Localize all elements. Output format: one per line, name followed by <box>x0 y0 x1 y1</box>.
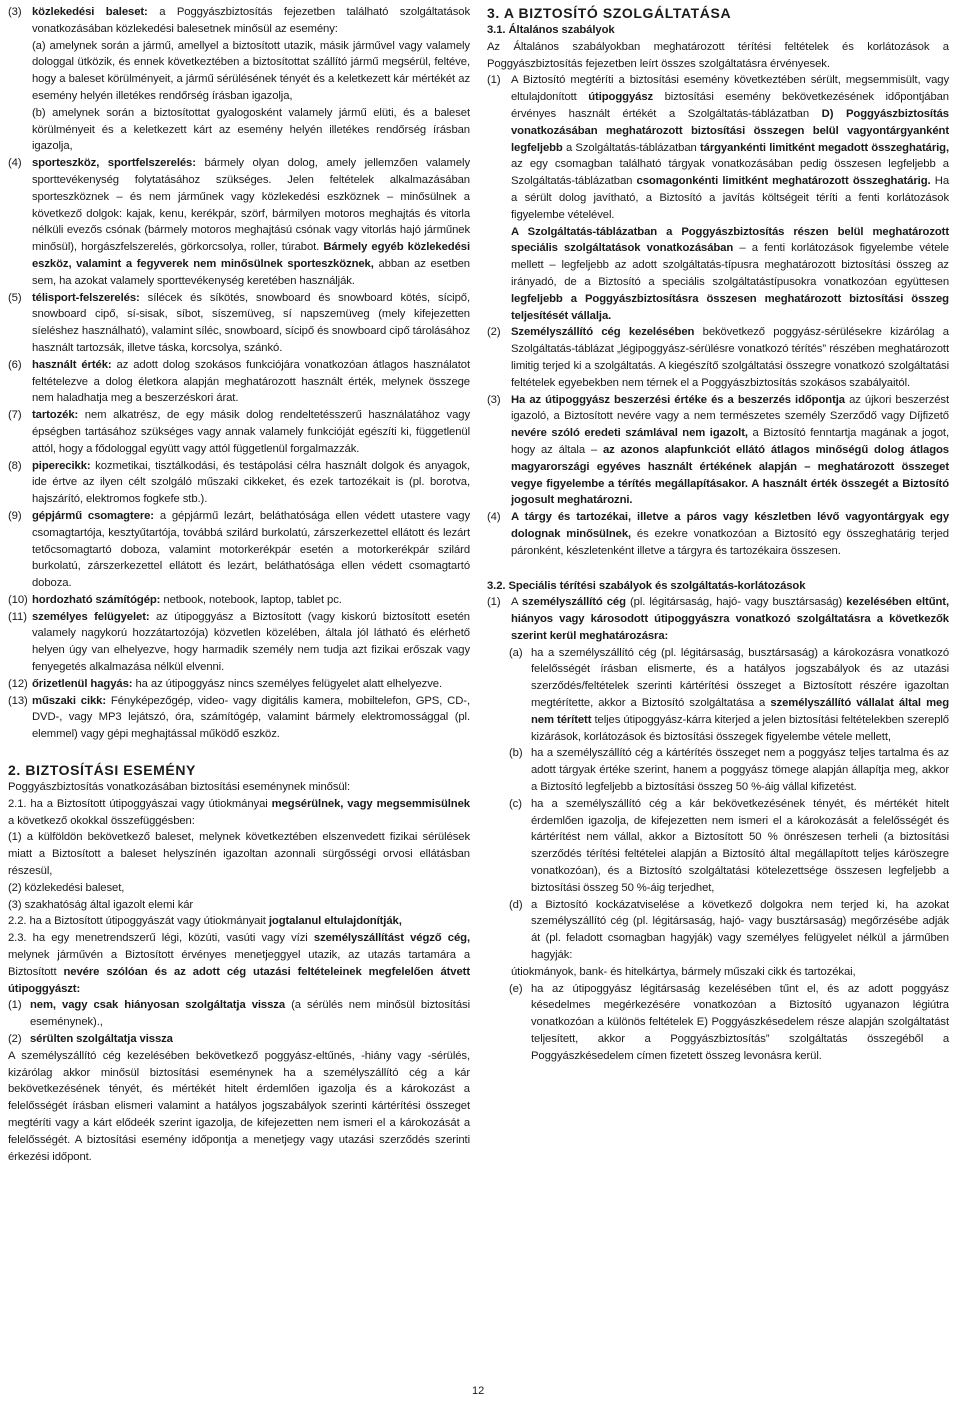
definition-3 <box>8 4 470 38</box>
clause-emphasis: nem, vagy csak hiányosan szolgáltatja vissza <box>30 999 286 1012</box>
rule-emphasis: kezelésében eltűnt, hiányos vagy károsodott útipoggyászra vonatkozó szolgáltatásra a következők szerint kerül meghatározásra: <box>511 596 949 642</box>
definition-9 <box>8 508 470 592</box>
rule-3-2-1-d <box>509 897 949 964</box>
term: télisport-felszerelés: <box>32 291 140 304</box>
definition-emphasis: Bármely egyéb közlekedési eszköz, valamint a fegyverek nem minősülnek sporteszköznek, <box>32 241 470 270</box>
page-number: 12 <box>472 1385 485 1397</box>
rule-text: a Szolgáltatás-táblázatban <box>562 141 700 154</box>
clause-2-3-2 <box>8 1031 470 1048</box>
clause-2-1 <box>8 796 470 830</box>
item-number: (2) <box>487 326 501 339</box>
clause-emphasis: jogtalanul eltulajdonítják, <box>268 915 402 928</box>
clause-text: a következő okokkal összefüggésben: <box>8 814 195 827</box>
left-column <box>8 4 470 1165</box>
rule-text: A Biztosító megtéríti a biztosítási esemény következtében sérült, megsemmisült, vagy eltulajdonított <box>511 74 949 104</box>
rule-text: az újkori beszerzést igazoló, a Biztosított nevére vagy a nem természetes személy Szerződő vagy Díjfizető <box>511 393 950 423</box>
item-number: (1) <box>8 999 22 1012</box>
rule-text: teljes útipoggyász-kárra kiterjed a jelen biztosítási feltételekben szereplő kizárások, korlátozások és biztosítási összegek figyelembe vétele mellett, <box>531 713 949 743</box>
clause-text: 2.1. ha a Biztosított útipoggyászai vagy útiokmányai <box>8 797 272 810</box>
clause-text: 2.3. ha egy menetrendszerű légi, közúti, vasúti vagy vízi <box>8 932 314 945</box>
rule-emphasis: Ha az útipoggyász beszerzési értéke és a beszerzés időpontja <box>511 393 845 406</box>
section-2-intro: Poggyászbiztosítás vonatkozásában biztosítási eseménynek minősül: <box>8 781 351 794</box>
item-number: (7) <box>8 409 22 422</box>
rule-3-2-1-a <box>509 645 949 746</box>
rule-text: (pl. légitársaság, hajó- vagy busztársaság) <box>625 596 847 609</box>
definition-text: az útipoggyász a Biztosított (vagy kiskorú biztosított esetén valamely nagykorú hozzátartozója) közvetlen közelében, általa jól látható és elérhető helyen úgy van elhelyezve, hogy harmadik személy nem tudja azt fizikai erőszak vagy fenyegetés alkalmazása nélkül elvenni. <box>32 610 470 674</box>
rule-3-2-1-c <box>509 796 949 897</box>
rule-3-2-1-b <box>509 745 949 795</box>
definition-13 <box>8 693 470 743</box>
definition-text: abban az esetben sem, ha azokat valamely sporttevékenység keretében használják. <box>32 257 470 287</box>
item-letter: (a) <box>509 646 523 659</box>
rule-text: Ha a sérült dolog javítható, a Biztosító a javítás költségeit téríti a fenti korlátozások figyelembe vételével. <box>511 175 950 221</box>
rule-text: ha a személyszállító cég a kártérítés összeget nem a poggyász teljes tartalma és az adott tárgyak értéke szerint, hanem a poggyász tömege alapján állapítja meg, akkor a Biztosító legfeljebb a biztosítási összeg 50 %-áig vállal kifizetést. <box>531 747 949 794</box>
rule-3-1-3 <box>487 392 949 510</box>
item-number: (4) <box>487 511 501 524</box>
rule-emphasis: csomagonkénti limitként meghatározott összeghatárig. <box>636 175 931 188</box>
section-3-2-heading: 3.2. Speciális térítési szabályok és szolgáltatás-korlátozások <box>487 579 806 592</box>
rule-emphasis: útipoggyász <box>588 91 654 104</box>
item-number: (2) <box>8 1033 22 1046</box>
rule-emphasis: az azonos alapfunkciót ellátó átlagos minőségű dolog átlagos magyarországi egyéves használt értékének alapján – meghatározott összeget vegye figyelembe a térítés megállapításakor. A használt érték összegét a Biztosító jogosult meghatározni. <box>511 443 949 507</box>
term: személyes felügyelet: <box>32 610 150 623</box>
item-number: (1) <box>487 74 501 87</box>
clause-text: 2.2. ha a Biztosított útipoggyászát vagy útiokmányait <box>8 915 269 928</box>
clause-text: melynek járművén a Biztosított érvényes menetjeggyel utazik, az utazás tartamára a Biztosított <box>8 949 470 978</box>
rule-text: ha az útipoggyász légitársaság kezelésében tűnt el, és az adott poggyász késedelmes megérkezésére vonatkozóan a Biztosító ugyanazon légiútra vonatkozóan a különös feltételek E) Poggyászkésedelem része alapján szolgáltatást teljesített, akkor a Poggyászbiztosítás” szolgáltatás összegéből a Poggyászkésedelem címen fizetett összeg levonásra kerül. <box>531 982 949 1062</box>
rule-3-2-1-d-list: útiokmányok, bank- és hitelkártya, bármely műszaki cikk és tartozékai, <box>511 965 856 978</box>
term: gépjármű csomagtere: <box>32 509 154 522</box>
item-number: (1) <box>487 596 501 609</box>
rule-3-1-1 <box>487 72 949 223</box>
term: műszaki cikk: <box>32 694 107 707</box>
clause-text: (a sérülés nem minősül biztosítási eseménynek)., <box>30 999 470 1029</box>
definition-6 <box>8 357 470 407</box>
rule-emphasis: személyszállító cég <box>521 596 626 609</box>
item-letter: (d) <box>509 898 523 911</box>
item-number: (3) <box>487 393 501 406</box>
definition-12 <box>8 676 470 693</box>
clause-2-1-3: (3) szakhatóság által igazolt elemi kár <box>8 898 194 911</box>
definition-text: ha az útipoggyász nincs személyes felügyelet alatt elhelyezve. <box>132 677 442 690</box>
clause-2-3 <box>8 930 470 997</box>
definition-text: kozmetikai, tisztálkodási, és testápolási célra használt dolgok és anyagok, ide értve az ilyen célt szolgáló műszaki cikkeket, és ezek tartozékait is (pl. borotva, hajszárító, elektromos fogkefe stb.). <box>32 459 470 506</box>
item-number: (6) <box>8 358 22 371</box>
definition-text: sílécek és síkötés, snowboard és snowboard kötés, sícipő, snowboard cipő, sí-sisak, síbot, síszemüveg, sí napszemüveg (mely kifejezetten síeléshez használható), valamint síléc, snowboard, sícipő és snowboard cipő tárolásához használt tartozsák, illetve táska, korcsolya, szánkó. <box>32 291 470 354</box>
clause-emphasis: személyszállítást végző cég, <box>313 932 471 945</box>
item-number: (13) <box>8 694 28 707</box>
item-number: (11) <box>8 610 27 623</box>
definition-10 <box>8 592 470 609</box>
rule-text: – a fenti korlátozások figyelembe vétele mellett – legfeljebb az adott szolgáltatás-típusra meghatározott biztosítási összeg az irányadó, de a Biztosító a speciális szolgáltatástípusokra vonatkozóan együttesen <box>511 242 949 288</box>
rule-3-2-1-e <box>509 981 949 1065</box>
definition-text: nem alkatrész, de egy másik dolog rendeltetésszerű használatához vagy épségben tartásához szükséges vagy annak valamely funkcióját egészíti ki, függetlenül attól, hogy a fődologgal együtt vagy attól függetlenül forgalmazzák. <box>32 409 470 455</box>
rule-3-1-2 <box>487 324 949 391</box>
definition-text: a gépjármű lezárt, beláthatósága ellen védett utastere vagy csomagtartója, kesztyűtartója, továbbá szilárd burkolatú, zárszerkezettel ellátott és lezárt tetőcsomagtartó doboza, valamint motorkerékpár esetén a motorkerékpár szilárd burkolatú, zárszerkezettel ellátott és lezárt, beláthatósága ellen védett csomagtartó doboza. <box>32 509 470 590</box>
definition-text: Fényképezőgép, video- vagy digitális kamera, mobiltelefon, GPS, CD-, DVD-, vagy MP3 lejátszó, óra, számítógép, valamint bármely elektromossággal (pl. elemmel) vagy gépi meghajtással működő eszköz. <box>32 694 470 741</box>
rule-emphasis: D) Poggyászbiztosítás vonatkozásában meghatározott biztosítási összegen belül vagyontárgyanként legfeljebb <box>511 107 949 154</box>
clause-emphasis: megsérülnek, vagy megsemmisülnek <box>271 797 470 810</box>
item-number: (12) <box>8 677 28 690</box>
rule-text: ha a személyszállító cég a kár bekövetkezésének tényét, és mértékét hitelt érdemlően igazolja, de kifejezetten nem ismeri el a károkozását a felelősségét és kártérítést nem vállal, akkor a Biztosított 50 % önrészesen terheli (a biztosítási szerződés térítési feltételei alapján a Biztosító által megállapított teljes káröszegre vonatkozóan), és a Biztosító szolgáltatási kötelezettsége összesen legfeljebb a biztosítási összeg 50 %-áig terjedhet, <box>531 797 949 894</box>
clause-2-1-2: (2) közlekedési baleset, <box>8 881 125 894</box>
rule-emphasis: A Szolgáltatás-táblázatban a Poggyászbiztosítás részen belül meghatározott speciális szolgáltatások vonatkozásában <box>511 225 949 255</box>
rule-emphasis: személyszállító vállalat által meg nem térített <box>531 697 949 726</box>
definition-3b: (b) amelynek során a biztosítottat gyalogosként valamely jármű elüti, és a baleset körülményeit és a keletkezett kárt az esemény helyén illetékes rendőrség írásban igazolja, <box>32 106 470 153</box>
term: őrizetlenül hagyás: <box>32 677 133 690</box>
definition-text: a Poggyászbiztosítás fejezetben található szolgáltatások vonatkozásában közlekedési balesetnek minősül az esemény: <box>32 6 470 35</box>
item-letter: (c) <box>509 797 522 810</box>
item-number: (5) <box>8 291 22 304</box>
rule-text: biztosítási esemény bekövetkezésének időpontjában érvényes használt értékét a Szolgáltatás-táblázatban <box>511 91 949 120</box>
definition-5 <box>8 290 470 357</box>
rule-text: a Biztosító kockázatviselése a következő dolgokra nem terjed ki, ha azokat személyszállító cég (pl. légitársaság, hajó- vagy busztársaság) megőrzésébe adják át (pl. feladott csomagban hagyják) vagy személyes felügyelet nélkül a járműben hagyják: <box>531 898 949 962</box>
rule-3-1-4 <box>487 509 949 559</box>
rule-emphasis: nevére szóló eredeti számlával nem igazolt, <box>511 427 748 440</box>
item-number: (4) <box>8 157 22 170</box>
definition-3a: (a) amelynek során a jármű, amellyel a biztosított utazik, másik járművel vagy valamely dologgal ütközik, és ennek következtében a biztosítottat szállító jármű megsérül, feltéve, hogy a baleset körülményeit, a jármű sérülésének tényét és a keletkezett kár mértékét az esemény helyén illetékes rendőrség írásban igazolja, <box>32 39 470 102</box>
item-number: (10) <box>8 593 28 606</box>
rule-3-2-1 <box>487 594 949 644</box>
clause-2-3-paragraph: A személyszállító cég kezelésében bekövetkező poggyász-eltűnés, -hiány vagy -sérülés, kizárólag akkor minősül biztosítási eseménynek ha a személyszállító cég a kár bekövetkezésének tényét, és mértékét hitelt érdemlően igazolja és a károkozást a felelősségét írásban elismeri valamint a hatályos jogszabályok szerinti kártérítési összeget megtéríti vagy a kárt elődeék szerint igazolja, de kifejezetten nem ismeri el a károkozását a felelősségét. A biztosítási esemény időpontja a menetjegy vagy utazási szerződés szerinti érkezési időpont. <box>8 1049 470 1163</box>
rule-text: bekövetkező poggyász-sérülésekre kizárólag a Szolgáltatás-táblázat „légipoggyász-sérülésre vonatkozó térítés” részében meghatározott limitig terjed ki a szolgáltatás. A kiegészítő szolgáltatási összegre vonatkozó szolgáltatási feltételek egyebekben nem térnek el a Poggyászbiztosítás szokásos szabályaitól. <box>511 326 949 389</box>
section-3-1-heading: 3.1. Általános szabályok <box>487 24 615 36</box>
definition-8 <box>8 458 470 508</box>
definition-4 <box>8 155 470 289</box>
definition-text: az adott dolog szokásos funkciójára vonatkozóan átlagos használatot feltételezve a dolog életkora alapján meghatározott használt érték, melynek összege nem haladhatja meg a beszerzéskori árat. <box>32 358 470 405</box>
clause-2-2 <box>8 913 470 930</box>
rule-emphasis: Személyszállító cég kezelésében <box>511 326 695 339</box>
term: piperecikk: <box>32 459 91 472</box>
right-column <box>487 4 949 1065</box>
rule-text: ha a személyszállító cég (pl. légitársaság, busztársaság) a károkozásra vonatkozó felelősségét írásban elismerte, és a hatályos jogszabályok és az utazási szerződés/feltételek szerinti kártérítési összeget a Biztosított részére igazoltan megtérítette, akkor a Biztosító szolgáltatása a <box>531 646 949 710</box>
clause-emphasis: nevére szólóan és az adott cég utazási feltételeinek megfelelően átvett útipoggyászt: <box>8 965 470 995</box>
item-letter: (b) <box>509 747 523 760</box>
item-number: (8) <box>8 459 22 472</box>
item-number: (3) <box>8 6 22 18</box>
term: sporteszköz, sportfelszerelés: <box>32 157 196 170</box>
term: hordozható számítógép: <box>32 593 161 606</box>
definition-text: bármely olyan dolog, amely jellemzően valamely sporttevékenység folytatásához szükséges. Jelen feltételek alkalmazásában sporteszköznek – és nem járműnek vagy közlekedési eszköznek – minősülnek a következő dolgok: kajak, kenu, kerékpár, szörf, bármilyen motoros meghajtás és vitorla nélküli evezős csónak (bármely motoros meghajtású csónak vagy vitorlás hajó járműnek minősül), horgászfelszerelés, görkorcsolya, roller, túrabot. <box>32 157 470 254</box>
item-letter: (e) <box>509 982 523 995</box>
clause-emphasis: sérülten szolgáltatja vissza <box>30 1033 173 1046</box>
rule-emphasis: tárgyankénti limitként megadott összeghatárig, <box>699 141 949 154</box>
definition-11 <box>8 609 470 676</box>
rule-emphasis: A tárgy és tartozékai, illetve a páros vagy készletben lévő vagyontárgyak egy dolognak minősülnek, <box>511 511 949 540</box>
clause-2-1-1: (1) a külföldön bekövetkező baleset, melynek következtében elszenvedett fizikai sérülések miatt a Biztosított a baleset helyszínén igazoltan azonnali sürgősségi orvosi ellátásban részesül, <box>8 831 470 878</box>
term: tartozék: <box>32 409 79 422</box>
definition-7 <box>8 407 470 457</box>
section-2-heading: 2. BIZTOSÍTÁSI ESEMÉNY <box>8 762 196 779</box>
item-number: (9) <box>8 509 22 522</box>
rule-text: az egy csomagban található tárgyak vonatkozásában pedig összesen legfeljebb a Szolgáltatás-táblázatban <box>511 158 949 188</box>
section-3-heading: 3. A BIZTOSÍTÓ SZOLGÁLTATÁSA <box>487 5 732 21</box>
rule-3-1-1-paragraph-2 <box>487 224 949 325</box>
rule-text: a Biztosító fenntartja magának a jogot, hogy az általa – <box>511 427 949 456</box>
section-3-1-intro: Az Általános szabályokban meghatározott térítési feltételek és korlátozások a Poggyászbiztosítás fejezetben leírt összes szolgáltatásra érvényesek. <box>487 40 949 70</box>
clause-2-3-1 <box>8 997 470 1031</box>
term: közlekedési baleset: <box>32 6 148 18</box>
rule-text: és ezekre vonatkozóan a Biztosító egy összeghatárig terjed páronként, készletenként illetve a tárgyra és tartozékaira összesen. <box>511 527 949 557</box>
rule-emphasis: legfeljebb a Poggyászbiztosításra összesen meghatározott biztosítási összeg teljesítését vállalja. <box>511 292 949 322</box>
definition-text: netbook, notebook, laptop, tablet pc. <box>160 593 342 606</box>
term: használt érték: <box>32 358 112 371</box>
rule-text: A <box>511 596 522 609</box>
